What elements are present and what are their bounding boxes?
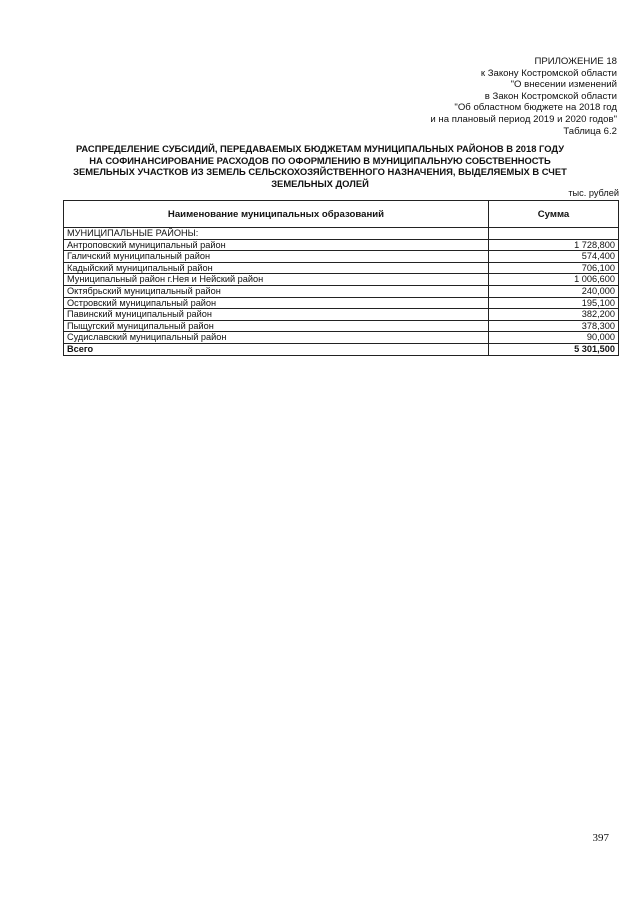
table-row xyxy=(64,285,619,297)
table-header-row xyxy=(64,201,619,228)
table-row xyxy=(64,332,619,344)
row-name: Пыщугский муниципальный район xyxy=(64,320,489,332)
units-label: тыс. рублей xyxy=(568,188,619,198)
subsidy-table xyxy=(63,200,619,356)
row-name: Кадыйский муниципальный район xyxy=(64,262,489,274)
row-name: Павинский муниципальный район xyxy=(64,309,489,321)
total-row xyxy=(64,343,619,355)
row-sum: 195,100 xyxy=(489,297,619,309)
table-row xyxy=(64,274,619,286)
table-row xyxy=(64,251,619,263)
section-row xyxy=(64,228,619,240)
page-number: 397 xyxy=(592,832,609,844)
column-header-sum: Сумма xyxy=(489,201,619,228)
row-name: Антроповский муниципальный район xyxy=(64,239,489,251)
table-row xyxy=(64,309,619,321)
header-line: "О внесении изменений xyxy=(510,79,617,91)
table-row xyxy=(64,262,619,274)
row-name: Муниципальный район г.Нея и Нейский район xyxy=(64,274,489,286)
row-name: Октябрьский муниципальный район xyxy=(64,285,489,297)
row-sum: 240,000 xyxy=(489,285,619,297)
header-line: к Закону Костромской области xyxy=(480,67,617,79)
header-line: и на плановый период 2019 и 2020 годов" xyxy=(430,113,617,125)
header-line: в Закон Костромской области xyxy=(484,90,617,102)
section-label: МУНИЦИПАЛЬНЫЕ РАЙОНЫ: xyxy=(64,228,489,240)
row-sum: 574,400 xyxy=(489,251,619,263)
section-empty-cell xyxy=(489,228,619,240)
row-sum: 378,300 xyxy=(489,320,619,332)
row-sum: 706,100 xyxy=(489,262,619,274)
total-sum: 5 301,500 xyxy=(489,343,619,355)
table-row xyxy=(64,297,619,309)
row-name: Галичский муниципальный район xyxy=(64,251,489,263)
appendix-header xyxy=(430,56,617,137)
row-sum: 1 006,600 xyxy=(489,274,619,286)
row-sum: 1 728,800 xyxy=(489,239,619,251)
row-sum: 382,200 xyxy=(489,309,619,321)
header-line: Таблица 6.2 xyxy=(563,125,617,137)
table-row xyxy=(64,239,619,251)
header-line: ПРИЛОЖЕНИЕ 18 xyxy=(534,56,617,67)
document-title: РАСПРЕДЕЛЕНИЕ СУБСИДИЙ, ПЕРЕДАВАЕМЫХ БЮДЖЕТАМ МУНИЦИПАЛЬНЫХ РАЙОНОВ В 2018 ГОДУ НА СОФИНАНСИРОВАНИЕ РАСХОДОВ ПО ОФОРМЛЕНИЮ В МУНИЦИПАЛЬНУЮ СОБСТВЕННОСТЬ ЗЕМЕЛЬНЫХ УЧАСТКОВ ИЗ ЗЕМЕЛЬ СЕЛЬСКОХОЗЯЙСТВЕННОГО НАЗНАЧЕНИЯ, ВЫДЕЛЯЕМЫХ В СЧЕТ ЗЕМЕЛЬНЫХ ДОЛЕЙ xyxy=(73,143,567,189)
row-name: Судиславский муниципальный район xyxy=(64,332,489,344)
row-name: Островский муниципальный район xyxy=(64,297,489,309)
header-line: "Об областном бюджете на 2018 год xyxy=(454,102,617,114)
column-header-name: Наименование муниципальных образований xyxy=(64,201,489,228)
total-label: Всего xyxy=(64,343,489,355)
row-sum: 90,000 xyxy=(489,332,619,344)
table-row xyxy=(64,320,619,332)
